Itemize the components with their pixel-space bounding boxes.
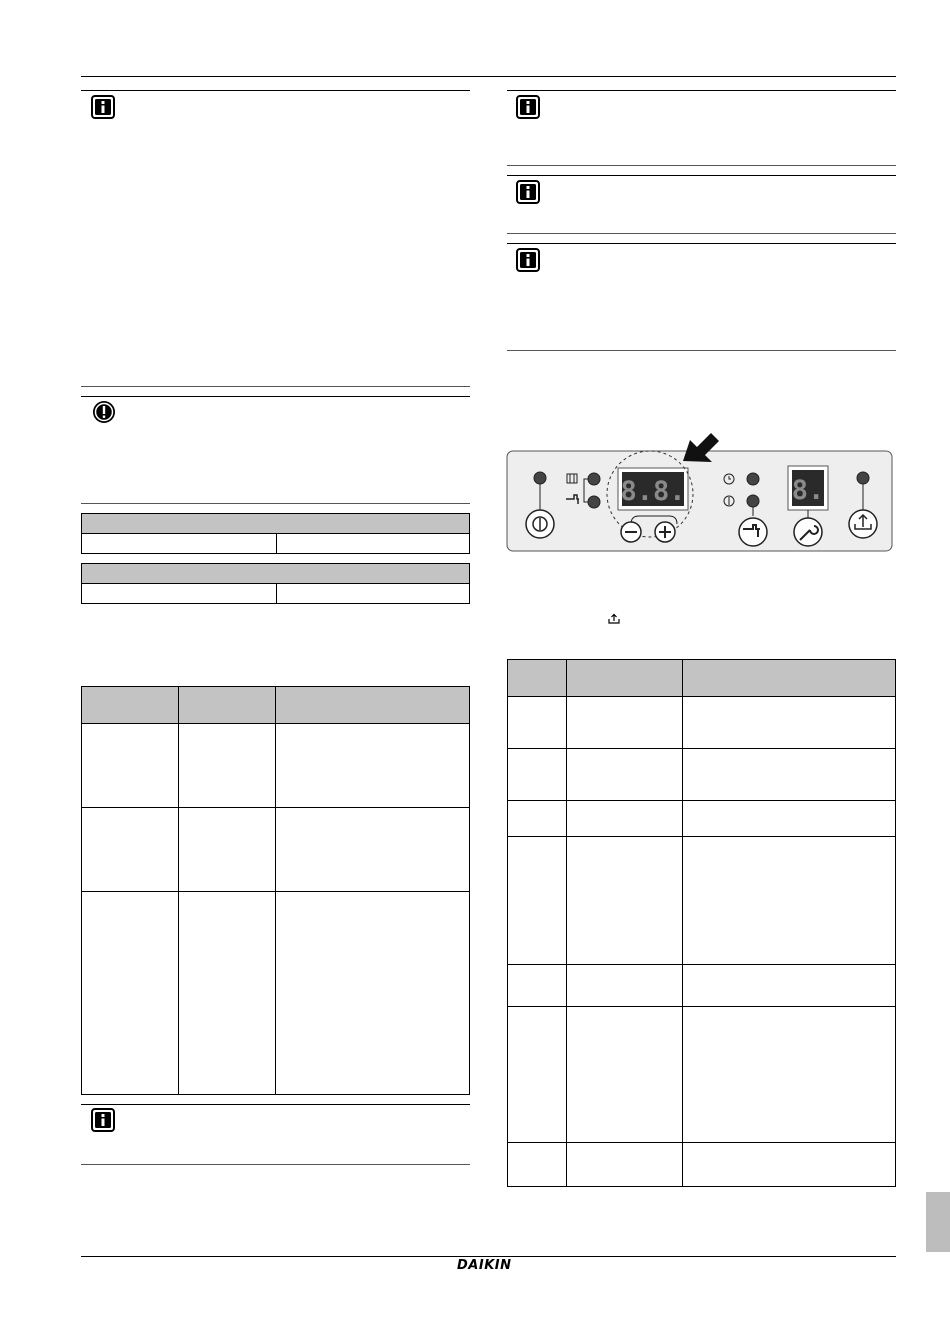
info-icon bbox=[516, 248, 540, 272]
right-table-cell bbox=[567, 801, 683, 837]
timer-led bbox=[747, 473, 759, 485]
left-table-cell bbox=[179, 808, 276, 892]
right-table-cell bbox=[567, 1007, 683, 1143]
info-box-bottom-rule bbox=[81, 386, 470, 387]
right-table-cell bbox=[683, 801, 896, 837]
left-table bbox=[81, 686, 470, 1095]
right-display-digits: 8. bbox=[791, 475, 825, 506]
right-table-cell bbox=[508, 1007, 567, 1143]
right-table-cell bbox=[567, 697, 683, 749]
small-table-2-cell bbox=[277, 584, 470, 604]
chapter-tab-marker bbox=[926, 1192, 950, 1252]
info-box-bottom-rule bbox=[81, 1164, 470, 1165]
control-panel-body bbox=[507, 451, 892, 551]
right-table-cell bbox=[567, 837, 683, 965]
power-led bbox=[534, 472, 546, 484]
right-table-cell bbox=[683, 749, 896, 801]
small-table-1-cell bbox=[277, 534, 470, 554]
left-table-cell bbox=[82, 724, 179, 808]
status-led bbox=[747, 495, 759, 507]
info-box-bottom-rule bbox=[507, 165, 896, 166]
right-table-cell bbox=[567, 749, 683, 801]
info-icon bbox=[516, 95, 540, 119]
left-table-cell bbox=[82, 808, 179, 892]
left-display-digits: 8.8. bbox=[620, 476, 686, 507]
info-box-top-rule bbox=[81, 1104, 470, 1105]
info-icon bbox=[91, 95, 115, 119]
dhw-tap-button bbox=[739, 518, 767, 546]
info-icon bbox=[516, 180, 540, 204]
info-box-top-rule bbox=[81, 90, 470, 91]
left-table-cell bbox=[276, 808, 470, 892]
page-header-rule bbox=[81, 76, 896, 77]
right-table-cell bbox=[508, 1143, 567, 1187]
dhw-led bbox=[588, 496, 600, 508]
left-table-cell bbox=[179, 724, 276, 808]
heating-led bbox=[588, 473, 600, 485]
small-table-2-header bbox=[82, 564, 470, 584]
right-table-cell bbox=[683, 837, 896, 965]
right-table-cell bbox=[567, 1143, 683, 1187]
small-table-1-header bbox=[82, 514, 470, 534]
drain-tray-up-arrow-icon bbox=[608, 613, 620, 625]
right-table-cell bbox=[508, 749, 567, 801]
small-table-1 bbox=[81, 513, 470, 554]
right-table-cell bbox=[683, 1007, 896, 1143]
left-table-header bbox=[276, 687, 470, 724]
right-table-cell bbox=[683, 697, 896, 749]
left-table-header bbox=[179, 687, 276, 724]
drain-led bbox=[857, 472, 869, 484]
control-panel-illustration bbox=[505, 426, 895, 554]
small-table-1-cell bbox=[82, 534, 277, 554]
daikin-logo: DAIKIN bbox=[457, 1258, 512, 1273]
left-table-cell bbox=[276, 724, 470, 808]
info-box-top-rule bbox=[507, 243, 896, 244]
right-table-cell bbox=[508, 965, 567, 1007]
info-icon bbox=[91, 1108, 115, 1132]
warning-box-bottom-rule bbox=[81, 503, 470, 504]
right-table-header bbox=[683, 660, 896, 697]
left-table-cell bbox=[82, 892, 179, 1095]
right-table-header bbox=[508, 660, 567, 697]
left-table-header bbox=[82, 687, 179, 724]
right-table-cell bbox=[683, 1143, 896, 1187]
right-table bbox=[507, 659, 896, 1187]
right-table-header bbox=[567, 660, 683, 697]
page-footer-rule bbox=[81, 1256, 896, 1257]
info-box-top-rule bbox=[507, 175, 896, 176]
small-table-2 bbox=[81, 563, 470, 604]
small-table-2-cell bbox=[82, 584, 277, 604]
left-table-cell bbox=[276, 892, 470, 1095]
info-box-bottom-rule bbox=[507, 350, 896, 351]
right-table-cell bbox=[508, 837, 567, 965]
right-table-cell bbox=[567, 965, 683, 1007]
exclamation-circle-icon bbox=[92, 400, 116, 424]
warning-box-top-rule bbox=[81, 396, 470, 397]
right-table-cell bbox=[683, 965, 896, 1007]
right-table-cell bbox=[508, 801, 567, 837]
left-table-cell bbox=[179, 892, 276, 1095]
info-box-top-rule bbox=[507, 90, 896, 91]
right-table-cell bbox=[508, 697, 567, 749]
info-box-bottom-rule bbox=[507, 233, 896, 234]
